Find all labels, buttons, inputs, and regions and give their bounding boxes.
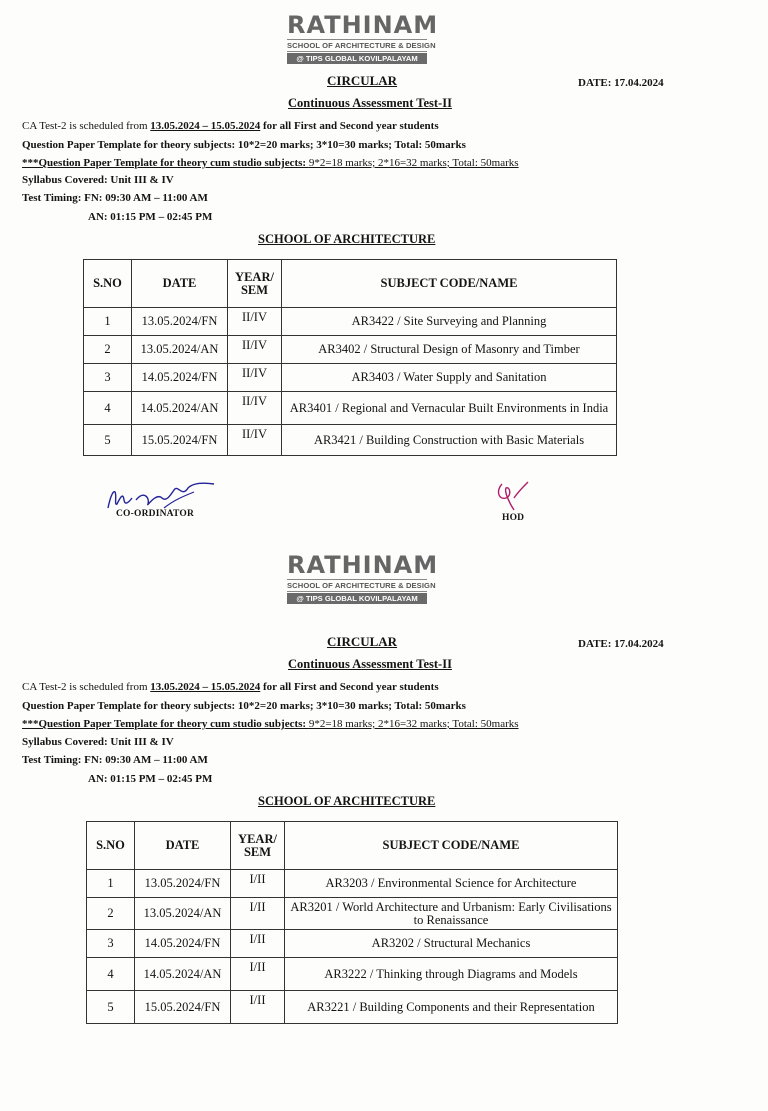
qp-studio-value: 9*2=18 marks; 2*16=32 marks; Total: 50marks <box>308 718 519 730</box>
table-row <box>87 870 618 898</box>
cell-subject: AR3203 / Environmental Science for Architecture <box>285 870 618 898</box>
cell-sno: 5 <box>84 425 132 456</box>
qp-studio-value: 9*2=18 marks; 2*16=32 marks; Total: 50marks <box>308 157 519 169</box>
qp-theory-value: 10*2=20 marks; 3*10=30 marks; Total: 50marks <box>237 700 466 712</box>
qp-theory-value: 10*2=20 marks; 3*10=30 marks; Total: 50marks <box>237 139 466 151</box>
cell-year-sem: II/IV <box>228 336 282 364</box>
cell-year-sem: II/IV <box>228 425 282 456</box>
schedule-line <box>22 681 439 693</box>
logo-wordmark: RATHINAM <box>287 551 439 579</box>
cell-sno: 1 <box>87 870 135 898</box>
cell-subject: AR3222 / Thinking through Diagrams and Models <box>285 958 618 991</box>
qp-theory-label: Question Paper Template for theory subjects: <box>22 700 238 712</box>
syllabus-line: Syllabus Covered: Unit III & IV <box>22 736 174 748</box>
table-header-row <box>84 260 617 308</box>
schedule-line <box>22 120 439 132</box>
table-row <box>87 958 618 991</box>
cell-date: 13.05.2024/AN <box>135 898 231 930</box>
logo-location: @ TIPS GLOBAL KOVILPALAYAM <box>287 53 427 64</box>
cell-subject: AR3401 / Regional and Vernacular Built Environments in India <box>282 392 617 425</box>
coordinator-signature-block <box>104 478 219 521</box>
cell-date: 15.05.2024/FN <box>135 991 231 1024</box>
table-row <box>84 392 617 425</box>
cell-year-sem: I/II <box>231 930 285 958</box>
cell-year-sem: I/II <box>231 958 285 991</box>
cell-sno: 5 <box>87 991 135 1024</box>
hod-signature-block <box>492 478 532 523</box>
table-header-row <box>87 822 618 870</box>
cell-date: 15.05.2024/FN <box>132 425 228 456</box>
circular-title: CIRCULAR <box>327 73 398 88</box>
schedule-table <box>86 821 618 1024</box>
table-row <box>87 898 618 930</box>
cell-date: 13.05.2024/AN <box>132 336 228 364</box>
circular-date: DATE: 17.04.2024 <box>578 77 664 89</box>
logo-tagline: SCHOOL OF ARCHITECTURE & DESIGN <box>287 41 436 50</box>
cell-date: 13.05.2024/FN <box>132 308 228 336</box>
table-row <box>84 425 617 456</box>
header-subject: SUBJECT CODE/NAME <box>282 260 617 308</box>
cell-year-sem: II/IV <box>228 308 282 336</box>
table-row <box>87 991 618 1024</box>
header-subject: SUBJECT CODE/NAME <box>285 822 618 870</box>
qp-studio-line <box>22 157 519 169</box>
cell-sno: 3 <box>87 930 135 958</box>
schedule-suffix: for all First and Second year students <box>260 120 439 132</box>
institution-logo <box>287 551 439 604</box>
cell-sno: 1 <box>84 308 132 336</box>
hod-label: HOD <box>502 513 525 523</box>
qp-studio-label: ***Question Paper Template for theory cum studio subjects: <box>22 718 309 730</box>
schedule-prefix: CA Test-2 is scheduled from <box>22 681 151 693</box>
schedule-suffix: for all First and Second year students <box>260 681 439 693</box>
cell-sno: 3 <box>84 364 132 392</box>
cell-year-sem: I/II <box>231 991 285 1024</box>
cell-sno: 2 <box>84 336 132 364</box>
cell-sno: 4 <box>87 958 135 991</box>
header-sno: S.NO <box>87 822 135 870</box>
qp-studio-label: ***Question Paper Template for theory cum studio subjects: <box>22 157 309 169</box>
circular-title: CIRCULAR <box>327 634 398 649</box>
cell-date: 14.05.2024/AN <box>135 958 231 991</box>
cell-date: 14.05.2024/AN <box>132 392 228 425</box>
cell-subject: AR3422 / Site Surveying and Planning <box>282 308 617 336</box>
logo-wordmark: RATHINAM <box>287 11 439 39</box>
cell-subject: AR3403 / Water Supply and Sanitation <box>282 364 617 392</box>
cell-date: 13.05.2024/FN <box>135 870 231 898</box>
qp-theory-label: Question Paper Template for theory subjects: <box>22 139 238 151</box>
table-row <box>84 336 617 364</box>
cell-sno: 2 <box>87 898 135 930</box>
schedule-range: 13.05.2024 – 15.05.2024 <box>150 120 261 132</box>
timing-an-line: AN: 01:15 PM – 02:45 PM <box>88 773 213 785</box>
cell-year-sem: II/IV <box>228 392 282 425</box>
header-date: DATE <box>132 260 228 308</box>
logo-location: @ TIPS GLOBAL KOVILPALAYAM <box>287 593 427 604</box>
table-row <box>87 930 618 958</box>
header-year-sem: YEAR/ SEM <box>228 260 282 308</box>
logo-tagline: SCHOOL OF ARCHITECTURE & DESIGN <box>287 581 436 590</box>
cell-date: 14.05.2024/FN <box>135 930 231 958</box>
header-year-sem: YEAR/ SEM <box>231 822 285 870</box>
institution-logo <box>287 11 439 64</box>
qp-theory-line <box>22 139 466 151</box>
cell-subject: AR3202 / Structural Mechanics <box>285 930 618 958</box>
school-heading: SCHOOL OF ARCHITECTURE <box>258 232 436 246</box>
cell-year-sem: I/II <box>231 870 285 898</box>
cell-subject: AR3201 / World Architecture and Urbanism: Early Civilisations to Renaissance <box>285 898 618 930</box>
schedule-table <box>83 259 617 456</box>
circular-section-second <box>0 549 768 1111</box>
cell-year-sem: II/IV <box>228 364 282 392</box>
table-row <box>84 308 617 336</box>
header-sno: S.NO <box>84 260 132 308</box>
cell-subject: AR3221 / Building Components and their Representation <box>285 991 618 1024</box>
syllabus-line: Syllabus Covered: Unit III & IV <box>22 174 174 186</box>
cell-year-sem: I/II <box>231 898 285 930</box>
circular-date: DATE: 17.04.2024 <box>578 638 664 650</box>
timing-fn-line: Test Timing: FN: 09:30 AM – 11:00 AM <box>22 192 208 204</box>
timing-fn-line: Test Timing: FN: 09:30 AM – 11:00 AM <box>22 754 208 766</box>
qp-theory-line <box>22 700 466 712</box>
cell-sno: 4 <box>84 392 132 425</box>
qp-studio-line <box>22 718 519 730</box>
cell-date: 14.05.2024/FN <box>132 364 228 392</box>
circular-subtitle: Continuous Assessment Test-II <box>288 96 452 110</box>
coordinator-label: CO-ORDINATOR <box>116 509 195 519</box>
schedule-prefix: CA Test-2 is scheduled from <box>22 120 151 132</box>
hod-signature-icon <box>492 478 532 514</box>
cell-subject: AR3421 / Building Construction with Basic Materials <box>282 425 617 456</box>
header-date: DATE <box>135 822 231 870</box>
cell-subject: AR3402 / Structural Design of Masonry and Timber <box>282 336 617 364</box>
school-heading: SCHOOL OF ARCHITECTURE <box>258 794 436 808</box>
timing-an-line: AN: 01:15 PM – 02:45 PM <box>88 211 213 223</box>
schedule-range: 13.05.2024 – 15.05.2024 <box>150 681 261 693</box>
circular-subtitle: Continuous Assessment Test-II <box>288 657 452 671</box>
table-row <box>84 364 617 392</box>
